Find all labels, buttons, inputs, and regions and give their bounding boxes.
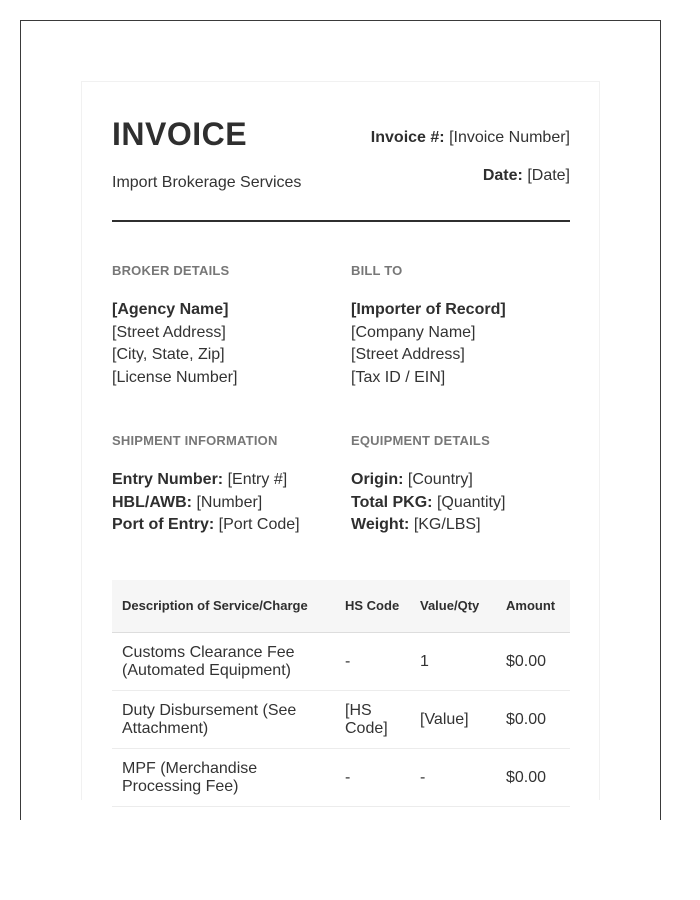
bill-to-company: [Company Name] bbox=[351, 323, 476, 341]
broker-agency-name: [Agency Name] bbox=[112, 301, 229, 318]
row-value-qty: - bbox=[410, 749, 496, 807]
invoice-date bbox=[483, 167, 570, 185]
row-amount: $0.00 bbox=[496, 633, 570, 691]
column-header-description: Description of Service/Charge bbox=[112, 580, 335, 633]
shipment-information bbox=[112, 433, 332, 537]
port-of-entry-label: Port of Entry: bbox=[112, 516, 215, 533]
shipment-entry-number bbox=[112, 469, 332, 492]
entry-number-value: [Entry #] bbox=[227, 471, 288, 488]
column-header-amount: Amount bbox=[496, 580, 570, 633]
shipment-port-of-entry bbox=[112, 514, 332, 537]
weight-label: Weight: bbox=[351, 516, 410, 533]
invoice-number-label: Invoice #: bbox=[370, 129, 445, 146]
broker-details-heading: BROKER DETAILS bbox=[112, 263, 230, 278]
equipment-details bbox=[351, 433, 571, 537]
bill-to-importer: [Importer of Record] bbox=[351, 301, 506, 318]
equipment-origin bbox=[351, 469, 571, 492]
bill-to bbox=[351, 263, 571, 389]
equipment-total-pkg bbox=[351, 492, 571, 515]
charges-table-body bbox=[112, 633, 570, 807]
column-header-value-qty: Value/Qty bbox=[410, 580, 496, 633]
charges-table bbox=[112, 580, 570, 807]
row-hs-code: - bbox=[335, 633, 410, 691]
equipment-heading: EQUIPMENT DETAILS bbox=[351, 433, 490, 448]
total-pkg-label: Total PKG: bbox=[351, 493, 433, 511]
invoice-subtitle: Import Brokerage Services bbox=[112, 174, 302, 191]
row-description: Duty Disbursement (See Attachment) bbox=[112, 691, 335, 749]
row-description: MPF (Merchandise Processing Fee) bbox=[112, 749, 335, 807]
total-pkg-value: [Quantity] bbox=[436, 493, 506, 511]
broker-details bbox=[112, 263, 332, 389]
header-divider bbox=[112, 220, 570, 222]
table-header-row bbox=[112, 580, 570, 633]
row-hs-code: - bbox=[335, 749, 410, 807]
origin-value: [Country] bbox=[407, 471, 473, 488]
invoice-header bbox=[112, 112, 570, 222]
shipment-hbl-awb bbox=[112, 492, 332, 515]
row-amount: $0.00 bbox=[496, 691, 570, 749]
weight-value: [KG/LBS] bbox=[413, 516, 481, 533]
row-hs-code: [HS Code] bbox=[335, 691, 410, 749]
row-amount: $0.00 bbox=[496, 749, 570, 807]
broker-city: [City, State, Zip] bbox=[112, 346, 225, 363]
row-description: Customs Clearance Fee (Automated Equipment) bbox=[112, 633, 335, 691]
equipment-weight bbox=[351, 514, 571, 537]
bill-to-heading: BILL TO bbox=[351, 263, 403, 278]
broker-street: [Street Address] bbox=[112, 323, 226, 341]
bill-to-street: [Street Address] bbox=[351, 346, 465, 363]
invoice-number-value: [Invoice Number] bbox=[449, 129, 570, 146]
charges-table-header bbox=[112, 580, 570, 633]
bill-to-tax-id: [Tax ID / EIN] bbox=[351, 368, 446, 386]
table-row bbox=[112, 633, 570, 691]
hbl-awb-value: [Number] bbox=[196, 493, 263, 511]
broker-license: [License Number] bbox=[112, 368, 238, 386]
hbl-awb-label: HBL/AWB: bbox=[112, 493, 192, 511]
invoice-date-value: [Date] bbox=[527, 167, 570, 184]
invoice-number bbox=[371, 129, 570, 147]
row-value-qty: 1 bbox=[410, 633, 496, 691]
invoice-title: INVOICE bbox=[112, 116, 248, 152]
invoice-date-label: Date: bbox=[482, 167, 523, 184]
entry-number-label: Entry Number: bbox=[112, 471, 224, 488]
column-header-hs-code: HS Code bbox=[335, 580, 410, 633]
port-of-entry-value: [Port Code] bbox=[218, 516, 300, 533]
table-row bbox=[112, 691, 570, 749]
shipment-heading: SHIPMENT INFORMATION bbox=[112, 433, 278, 448]
table-row bbox=[112, 749, 570, 807]
origin-label: Origin: bbox=[351, 471, 404, 488]
row-value-qty: [Value] bbox=[410, 691, 496, 749]
